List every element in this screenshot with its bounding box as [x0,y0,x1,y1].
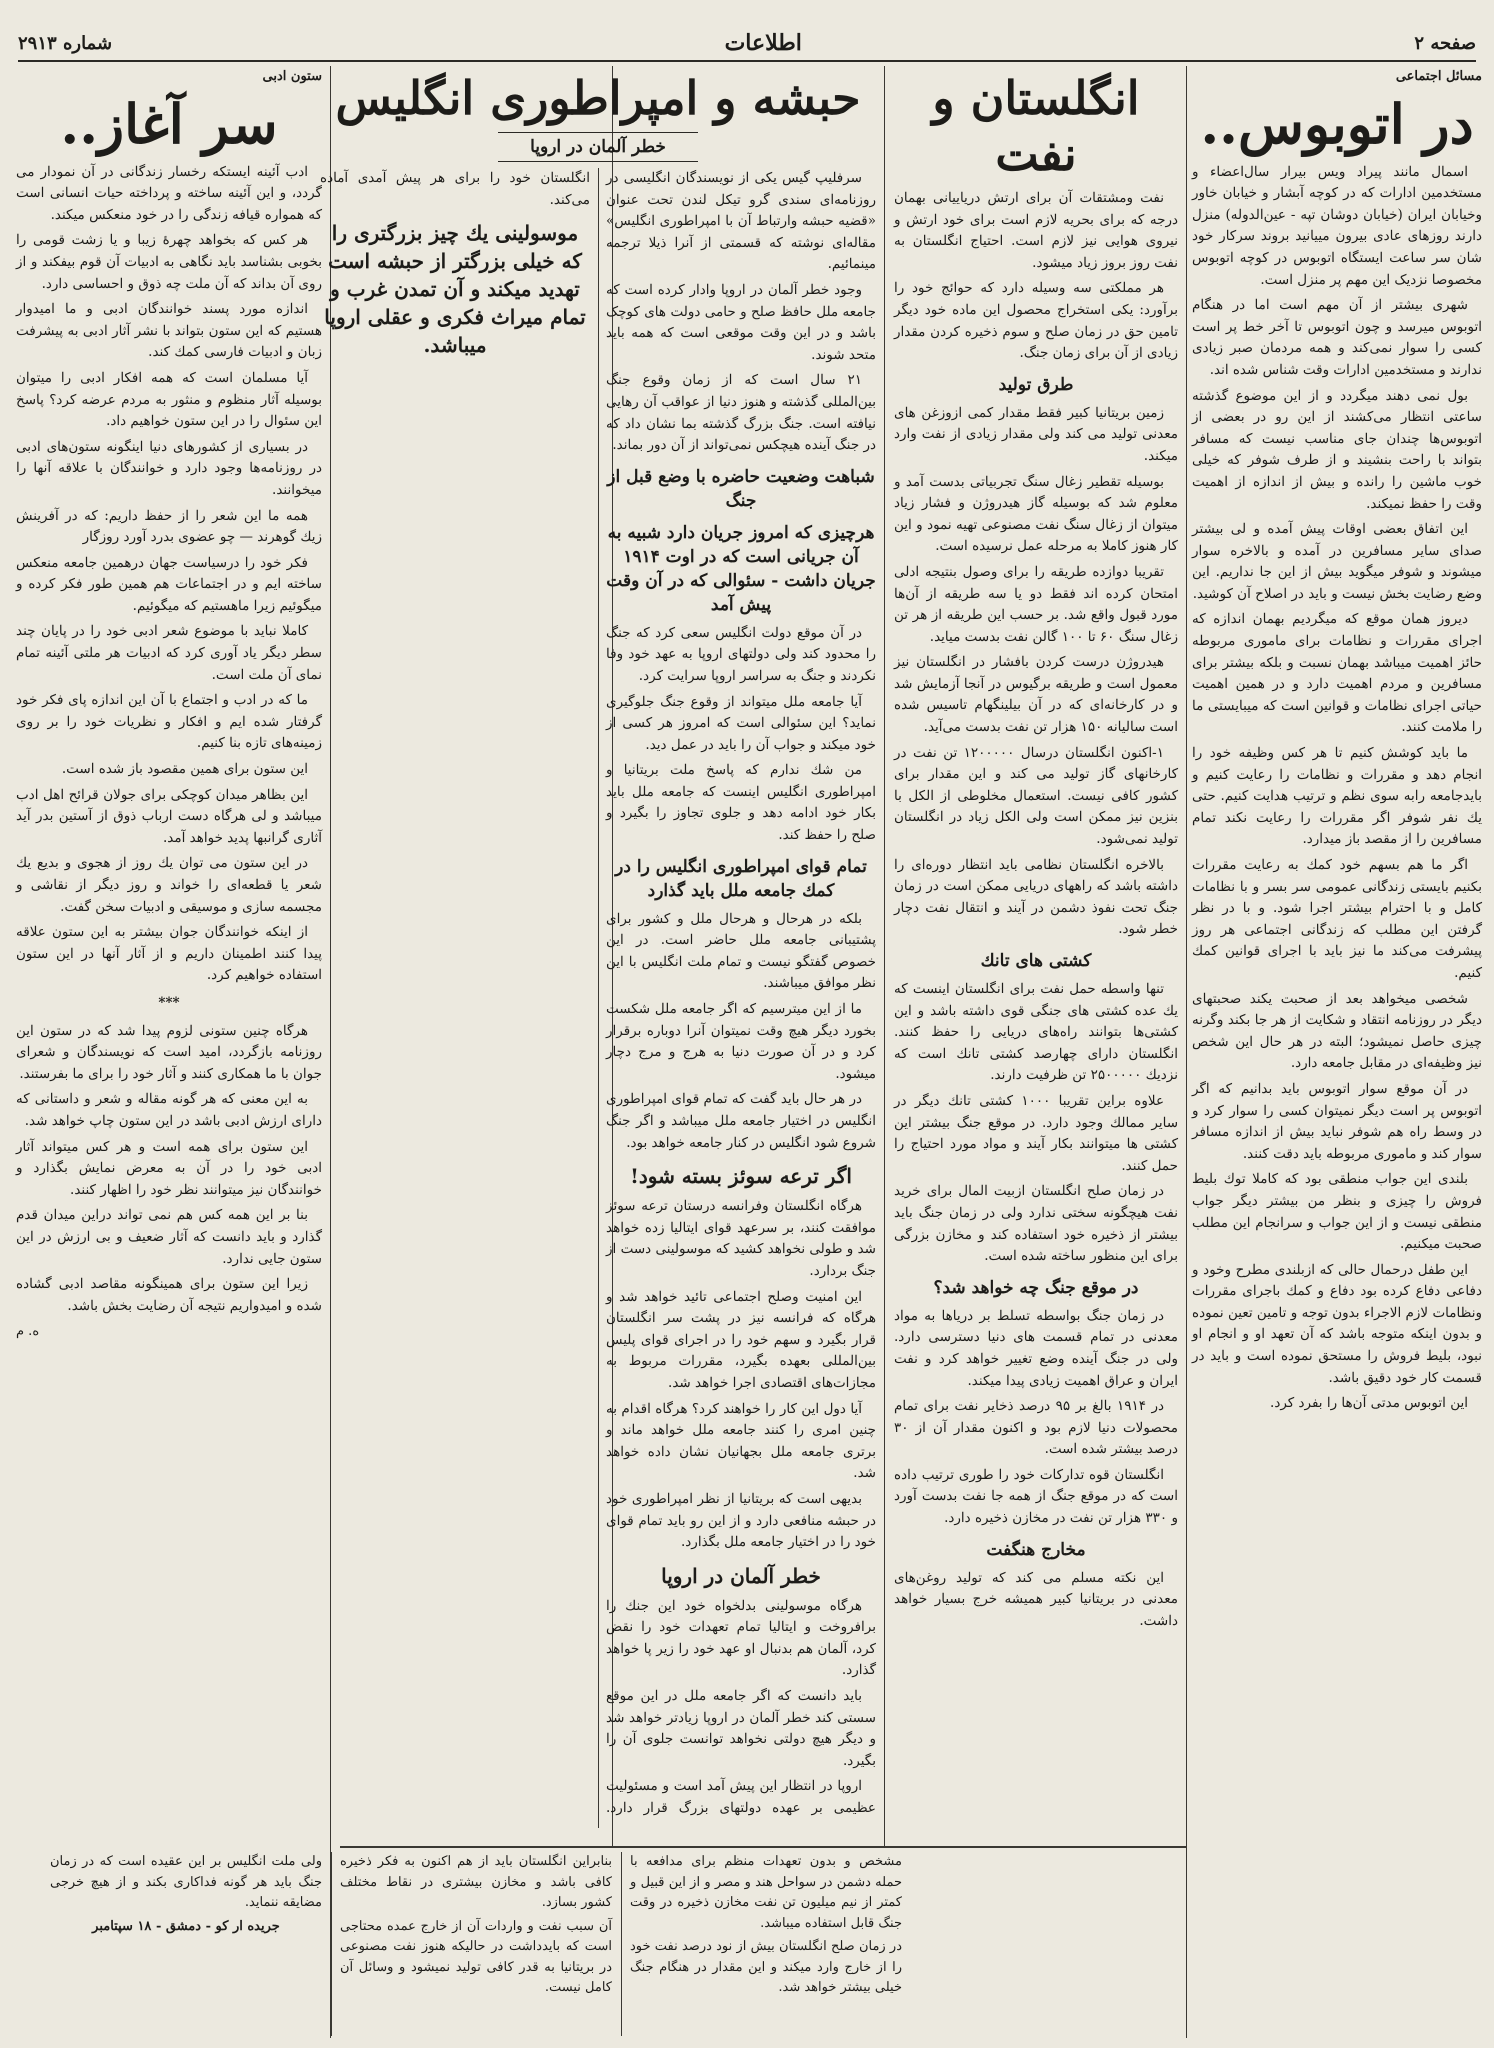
paragraph: این بظاهر میدان کوچکی برای جولان قرائح اهل ادب میباشد و لی هرگاه دست ارباب ذوق از آستین بدر آید آثاری گرانبها پدید خواهد آمد. [16,786,322,846]
byline: ه. م [16,1324,40,1340]
paragraph: شخصی میخواهد بعد از صحبت یکند صحبتهای دیگر در روزنامه انتقاد و شکایت از هر جا بکند وگرنه چیزی حاصل نمیشود؛ البته در هر حال این شخص نیز وظیفه‌ای در مقابل جامعه دارد. [1192,990,1482,1072]
paragraph: هیدروژن درست کردن بافشار در انگلستان نیز معمول است و طریقه برگیوس در آنجا آزمایش شد و در کارخانه‌ای که در آن بیلینگهام تاسیس شده است سالیانه ۱۵۰ هزار تن نفت بدست می‌آید. [894,654,1178,736]
paragraph: فکر خود را درسیاست جهان درهمین جامعه منعکس ساخته ایم و در اجتماعات هم همین طور فکر کرده و میگوئیم زیرا ماهستیم که میگوئیم. [16,554,322,614]
page-number: صفحه ۲ [1414,32,1476,54]
paragraph: بول نمی دهند میگردد و از این موضوع گذشته ساعتی انتظار می‌کشند از این رو در بعضی از اتوبوس‌ها چندان جای مناسب نیست که مسافر بتواند با راحت بنشیند و از طرف شوفر که خیلی خوب ماشین را رانده و بیش از اندازه از اهمیت وقت را حفظ نمیکند. [1192,387,1482,512]
paragraph: علاوه براین تقریبا ۱۰۰۰ کشتی تانك دیگر در سایر ممالك وجود دارد. در موقع جنگ بیشتر این کشتی ها میتوانند بکار آیند و مواد مورد احتیاج را حمل کنند. [894,1092,1178,1174]
source-credit: جریده ار کو - دمشق - ۱۸ سپتامبر [92,1918,280,1934]
paragraph: در آن موقع دولت انگلیس سعی کرد که جنگ را محدود کند ولی دولتهای اروپا به عهد خود وفا نکردند و جنگ به سراسر اروپا سرایت کرد. [606,624,876,684]
paragraph: آن سبب نفت و واردات آن از خارج عمده محتاجی است که بایدداشت در حالیکه هنوز نفت مصنوعی در بریتانیا به قدر کافی تولید نمیشود و وسائل آن کامل نیست. [340,1918,612,1995]
paragraph: ۱-اکنون انگلستان درسال ۱۲۰۰۰۰۰ تن نفت در کارخانهای گاز تولید می کند و این مقدار برای کشور کافی نیست. استعمال مخلوطی از الکل با بنزین نیز ممکن است ولی الکل زیاد در انگلستان تولید نمی‌شود. [894,744,1178,848]
paragraph: ما که در ادب و اجتماع با آن این اندازه پای فکر خود گرفتار شده ایم و افکار و نظریات خود را بر روی زمینه‌های تازه بنا کنیم. [16,692,322,752]
paragraph: تنها واسطه حمل نفت برای انگلستان اینست که یك عده کشتی های جنگی قوی داشته باشد و این کشتی‌ها بتوانند راه‌های دریایی را حفظ کنند. انگلستان دارای چهارصد کشتی تانك است که نزدیك ۲۵۰۰۰۰۰ تن ظرفیت دارند. [894,981,1178,1084]
paragraph: ۲۱ سال است که از زمان وقوع جنگ بین‌المللی گذشته و هنوز دنیا از عواقب آن رهایی نیافته است. جنگ بزرگ گذشته بما نشان داد که در جنگ آینده هیچکس نمی‌تواند از آن دور بماند. [606,372,876,454]
paragraph: مشخص و بدون تعهدات منظم برای مدافعه با حمله دشمن در سواحل هند و مصر و از این قبیل و کمتر از نیم میلیون تن نفت مخازن ذخیره در وقت جنگ قابل استفاده میباشد. [630,1854,902,1931]
column-rule [884,66,885,1846]
paragraph: ما باید کوشش کنیم تا هر کس وظیفه خود را انجام دهد و مقررات و نظامات را رعایت کنیم و بایدجامعه رابه سوی نظم و ترتیب هدایت کنیم. حتی یك نفر شوفر اگر مقررات را رعایت نکند تمام مسافرین را از مقصد باز میدارد. [1192,745,1482,848]
paragraph: اروپا در انتظار این پیش آمد است و مسئولیت عظیمی بر عهده دولتهای بزرگ قرار دارد. انگلستان خود را برای هر پیش آمدی آماده می‌کند. [320,170,876,1817]
column-rule [1186,66,1187,2038]
paragraph: این طفل درحمال حالی که ازبلندی مطرح وخود و دفاعی دفاع کرده بود دفاع و کمك باجرای مقررات ونظامات لازم الاجراء بدون توجه و تامین تعین نموده و بدون اینکه متوجه باشد که آن تعهد او و انجام او نبود، بلیط فروش را مستحق نموده است و باید در قسمت کار خود دقیق باشد. [1192,1261,1482,1386]
article-abyssinia-empire [320,66,876,1842]
subheading: خطر آلمان در اروپا [661,1563,821,1588]
subheading: طرق تولید [998,374,1074,395]
subheading: خطر آلمان در اروپا [498,132,698,162]
paragraph: اگر ما هم بسهم خود کمك به رعایت مقررات بکنیم بایستی زندگانی عمومی سر بسر و با نظامات کامل و با احترام بیشتر اجرا شود. و با در نظر گرفتن این مطلب که زندگانی اجتماعی هر روز پیشرفت می‌کند ما نیز باید با اجرای قوانین کمك کنیم. [1192,857,1482,981]
paragraph: در زمان صلح انگلستان بیش از نود درصد نفت خود را از خارج وارد میکند و این مقدار در هنگام جنگ خیلی بیشتر خواهد شد. [630,1939,902,1995]
paragraph: به این معنی که هر گونه مقاله و شعر و داستانی که دارای ارزش ادبی باشد در این ستون چاپ خواهد شد. [16,1091,322,1129]
article-headline: در اتوبوس.. [1200,91,1474,156]
paragraph: بوسیله تقطیر زغال سنگ تجربیاتی بدست آمد و معلوم شد که بوسیله گاز هیدروژن و فشار زیاد میتوان از زغال سنگ نفت مصنوعی تهیه نمود و این کار هنوز کاملا به مرحله عمل نرسیده است. [894,473,1178,555]
subheading: اگر ترعه سوئز بسته شود! [630,1164,852,1189]
paragraph: بالاخره انگلستان نظامی باید انتظار دوره‌ای را داشته باشد که راههای دریایی ممکن است در زمان جنگ تحت نفوذ دشمن در آیند و انتقال نفت دچار خطر شود. [894,856,1178,938]
subheading: در موقع جنگ چه خواهد شد؟ [933,1277,1139,1298]
paragraph: اندازه مورد پسند خوانندگان ادبی و ما امیدوار هستیم که این ستون بتواند با نشر آثار ادبی به پیشرفت زبان و ادبیات فارسی کمك کند. [16,301,322,361]
subheading: مخارج هنگفت [986,1539,1086,1560]
paragraph: این اتوبوس مدتی آن‌ها را بفرد کرد. [1270,1395,1468,1412]
newspaper-name: اطلاعات [724,30,802,56]
paragraph: در بسیاری از کشورهای دنیا اینگونه ستون‌های ادبی در روزنامه‌ها وجود دارد و خوانندگان با علاقه آنها را میخوانند. [16,438,322,498]
paragraph: بنا بر این همه کس هم نمی تواند دراین میدان قدم گذارد و باید دانست که آثار ضعیف و بی ارزش در این ستون جایی ندارد. [16,1207,322,1267]
section-kicker: مسائل اجتماعی [1395,69,1482,84]
subheading: کشتی های تانك [980,951,1092,971]
paragraph: بدیهی است که بریتانیا از نظر امپراطوری خود در حبشه منافعی دارد و از این رو باید تمام قوای خود را در اختیار جامعه ملل بگذارد. [606,1490,876,1551]
paragraph: ما از این میترسیم که اگر جامعه ملل شکست بخورد دیگر هیچ وقت نمیتوان آنرا دوباره برقرار کرد و در آن صورت دنیا به هرج و مرج دچار میشود. [606,1001,876,1082]
paragraph: انگلستان قوه تداركات خود را طوری ترتیب داده است که در موقع جنگ از همه جا نفت بدست آورد و ۳۳۰ هزار تن نفت در مخازن ذخیره دارد. [894,1466,1178,1527]
paragraph: از اینکه خوانندگان جوان بیشتر به این ستون علاقه پیدا کنند اطمینان داریم و از آثار آنها در این ستون استفاده خواهیم کرد. [16,924,322,984]
paragraph: در زمان صلح انگلستان ازبیت المال برای خرید نفت هیچگونه سختی ندارد ولی در زمان جنگ باید بیشتر از ذخیره خود استفاده کند و مخازن بزرگی برای این منظور ساخته شده است. [894,1183,1178,1265]
subheading: شباهت وضعیت حاضره با وضع قبل از جنگ [607,466,875,511]
article-england-oil [894,66,1178,2038]
article-body [320,168,876,1828]
paragraph: این نکته مسلم می کند که تولید روغن‌های معدنی در بریتانیا کبیر همیشه خرج بسیار خواهد داشت. [894,1569,1178,1629]
paragraph: بنابراین انگلستان باید از هم اکنون به فکر ذخیره کافی باشد و مخازن بیشتری در نقاط مختلف کشور بسازد. [340,1854,612,1910]
paragraph: آیا دول این کار را خواهند کرد؟ هرگاه اقدام به چنین امری را کنند جامعه ملل خواهد ماند و برتری جامعه ملل بجهانیان نشان داده خواهد شد. [606,1400,876,1482]
paragraph: این ستون برای همه است و هر کس میتواند آثار ادبی خود را در آن به معرض نمایش بگذارد و خوانندگان نیز میتوانند نظر خود را اظهار کنند. [16,1138,322,1198]
paragraph: در ۱۹۱۴ بالغ بر ۹۵ درصد ذخایر نفت برای تمام محصولات دنیا لازم بود و اکنون مقدار آن از ۳۰ درصد بیشتر شده است. [894,1398,1178,1458]
paragraph: بلندی این جواب منطقی بود که کاملا توك بلیط فروش را چیزی و بنظر من بیشتر دیگر جواب منطقی نیست و از این جواب و سرانجام این مطلب صحبت میکنیم. [1192,1171,1482,1253]
paragraph: در هر حال باید گفت که تمام قوای امپراطوری انگلیس در اختیار جامعه ملل میباشد و اگر جنگ شروع شود انگلیس در کنار جامعه خواهد بود. [606,1091,876,1151]
paragraph: این امنیت وصلح اجتماعی تائید خواهد شد و هرگاه که فرانسه نیز در پشت سر انگلستان قرار بگیرد و سهم خود را در اجرای قوای پلیس بین‌المللی بعهده بگیرد، مقررات مربوط به مجازات‌های اقتصادی اجرا خواهد شد. [606,1288,876,1391]
section-divider: *** [158,994,180,1011]
paragraph: هر مملکتی سه وسیله دارد که حوائج خود را برآورد: یکی استخراج محصول این ماده خود دیگر تامین حق در زمان صلح و سوم ذخیره کردن مقدار زیادی از آن برای زمان جنگ. [894,280,1178,362]
section-kicker: ستون ادبی [262,69,322,84]
paragraph: هرگاه موسولینی بدلخواه خود این جنك را برافروخت و ایتالیا تمام تعهدات خود را نقض کرد، آلمان هم بدنبال او عهد خود را زیر پا خواهد گذارد. [606,1597,876,1679]
paragraph: وجود خطر آلمان در اروپا وادار کرده است که جامعه ملل حافظ صلح و حامی دولت های کوچک باشد و در این وقت موقعی است که همه باید متحد شوند. [606,281,876,363]
subheading: موسولینی یك چیز بزرگتری را که خیلی بزرگتر از حبشه است تهدید میکند و آن تمدن غرب و تمام میراث فکری و عقلی اروپا میباشد. [324,221,586,358]
subheading: تمام قوای امپراطوری انگلیس را در کمك جامعه ملل باید گذارد [615,856,867,901]
paragraph: کاملا نباید با موضوع شعر ادبی خود را در پایان چند سطر دیگر یاد آوری کرد که ادبیات هر ملتی آئینه تمام نمای آن ملت است. [16,623,322,683]
paragraph: سرفلیپ گیس یکی از نویسندگان انگلیسی در روزنامه‌ای سندی گرو تیکل لندن تحت عنوان «قضیه حبشه وارتباط آن با امپراطوری انگلیس» مقاله‌ای نوشته که قسمتی از آنرا ذیلا ترجمه مینمائیم. [606,170,876,273]
masthead [18,26,1476,62]
paragraph: شهری بیشتر از آن مهم است اما در هنگام اتوبوس میرسد و چون اتوبوس تا آخر خط پر است کسی را سوار نمی‌کند و همه مردمان صبر زیادی ندارند و مستخدمین ادارات وقت شناس شده اند. [1192,297,1482,378]
paragraph: ولی ملت انگلیس بر این عقیده است که در زمان جنگ باید هر گونه فداکاری بکند و از هیچ خرجی مضایقه ننماید. [50,1854,322,1910]
paragraph: هرگاه انگلستان وفرانسه درستان ترعه سوئز موافقت کنند، بر سرعهد قوای ایتالیا زده خواهد شد و طولی نخواهد کشید که موسولینی دست از جنگ بردارد. [606,1198,876,1279]
paragraph: این اتفاق بعضی اوقات پیش آمده و لی بیشتر صدای سایر مسافرین در آمده و بالاخره سوار میشوند و شوفر میگوید بیش از این جا نداریم. این وضع رضایت بخش نیست و باید در اصلاح آن کوشید. [1192,521,1482,602]
paragraph: نفت ومشتقات آن برای ارتش دریاییانی بهمان درجه که برای بحریه لازم است برای خود ارتش و نیروی هوایی نیز لازم است. احتیاج انگلستان به نفت روز بروز زیاد میشود. [894,190,1178,271]
paragraph: آیا مسلمان است که همه افکار ادبی را میتوان بوسیله آثار منظوم و منثور به مردم عرضه کرد؟ پاسخ این سئوال را در این ستون خواهیم داد. [16,369,322,430]
paragraph: همه ما این شعر را از حفظ داریم: که در آفرینش زیك گوهرند — چو عضوی بدرد آورد روزگار [16,507,322,546]
paragraph: بلکه در هرحال و هرحال ملل و کشور برای پشتیبانی جامعه ملل حاضر است. در این خصوص گفتگو نیست و تمام ملت انگلیس با این نظر موافق میباشند. [606,910,876,992]
paragraph: هر کس که بخواهد چهرهٔ زیبا و یا زشت قومی را بخوبی بشناسد باید نگاهی به ادبیات آن قوم بیفکند و از روی آن بداند که آن ملت چه ذوق و احساسی دارد. [16,232,322,292]
subheading: هرچیزی که امروز جریان دارد شبیه به آن جریانی است که در اوت ۱۹۱۴ جریان داشت - سئوالی که در آن وقت پیش آمد [606,522,876,615]
article-bus [1192,66,1482,2038]
paragraph: هرگاه چنین ستونی لزوم پیدا شد که در ستون این روزنامه بازگردد، امید است که نویسندگان و شعرای جوان با ما همکاری کنند و آثار خود را برای ما بفرستند. [16,1022,322,1082]
paragraph: در زمان جنگ بواسطه تسلط بر دریاها به مواد معدنی در تمام قسمت های دنیا دسترسی دارد. ولی در جنگ آینده وضع تغییر خواهد کرد و نفت ایران و عراق اهمیت زیادی پیدا میکند. [894,1307,1178,1389]
paragraph: باید دانست که اگر جامعه ملل در این موقع سستی کند خطر آلمان در اروپا زیادتر خواهد شد و دیگر هیچ دولتی نخواهد توانست جلوی آن را بگیرد. [606,1688,876,1769]
paragraph: اسمال مانند پیراد ویس بیرار سال‌اعضاء و مستخدمین ادارات که در کوچه آبشار و خیابان خاور وخیابان ایران (خیابان دوشان تپه - عین‌الدوله) منزل دارند روزهای عادی بیرون مییانید بروند سرکار خود شان سر ساعت ایستگاه اتوبوس در کوچه اتوبوس مخصوصا نزدیک این مهم پر منزل است. [1192,163,1482,288]
paragraph: من شك ندارم که پاسخ ملت بریتانیا و امپراطوری انگلیس اینست که جامعه ملل باید بکار خود ادامه دهد و جلوی تجاوز را بگیرد و صلح را حفظ کند. [606,762,876,844]
paragraph: ادب آئینه ایستکه رخسار زندگانی در آن نمودار می گردد، و این آئینه ساخته و پرداخته حیات انسانی است که همواره قیافه زندگی را در خود منعکس میکند. [16,163,322,223]
paragraph: آیا جامعه ملل میتواند از وقوع جنگ جلوگیری نماید؟ این سئوالی است که امروز هر کسی از خود میکند و جواب آن را باید در عمل دید. [606,693,876,753]
issue-number: شماره ۲۹۱۳ [18,32,113,54]
paragraph: در آن موقع سوار اتوبوس باید بدانیم که اگر اتوبوس پر است دیگر نمیتوان کسی را سوار کرد و در وسط راه هم شوفر نباید بیش از اندازه مسافر سوار کند و ماموری مربوطه باید دقت کنند. [1192,1080,1482,1162]
article-headline: انگلستان و نفت [932,71,1140,181]
paragraph: در این ستون می توان یك روز از هجوی و بدیع یك شعر یا قطعه‌ای را خواند و روز دیگر از نقاشی و مجسمه سازی و موسیقی و ادبیات سخن گفت. [16,855,322,915]
paragraph: دیروز همان موقع که میگردیم بهمان اندازه که اجرای مقررات و نظامات برای ماموری مربوطه حائز اهمیت میباشد بهمان نسبت و بلکه بیشتر برای مسافرین و مردم اهمیت دارد و در همین اهمیت حیاتی اجرای نظامات و قوانین است که میبایستی ما را ملامت کنند. [1192,611,1482,736]
article-headline: حبشه و امپراطوری انگلیس [335,71,861,125]
paragraph: زمین بریتانیا کبیر فقط مقدار کمی ازوزغن های معدنی تولید می کند ولی مقدار زیادی از نفت وارد میکند. [894,404,1178,464]
paragraph: تقریبا دوازده طریقه را برای وصول بنتیجه ادلی امتحان کرده اند فقط دو یا سه طریقه از آن‌ها مورد قبول واقع شد. بر حسب این طریقه از هر تن زغال سنگ ۶۰ تا ۱۰۰ گالن نفت بدست میاید. [894,563,1178,645]
paragraph: این ستون برای همین مقصود باز شده است. [61,761,308,778]
article-literary-column [16,66,322,2038]
continuation-strip [50,1852,902,2036]
article-headline: سر آغاز.. [60,91,278,156]
paragraph: زیرا این ستون برای همینگونه مقاصد ادبی گشاده شده و امیدواریم نتیجه آن رضایت بخش باشد. [16,1276,322,1314]
